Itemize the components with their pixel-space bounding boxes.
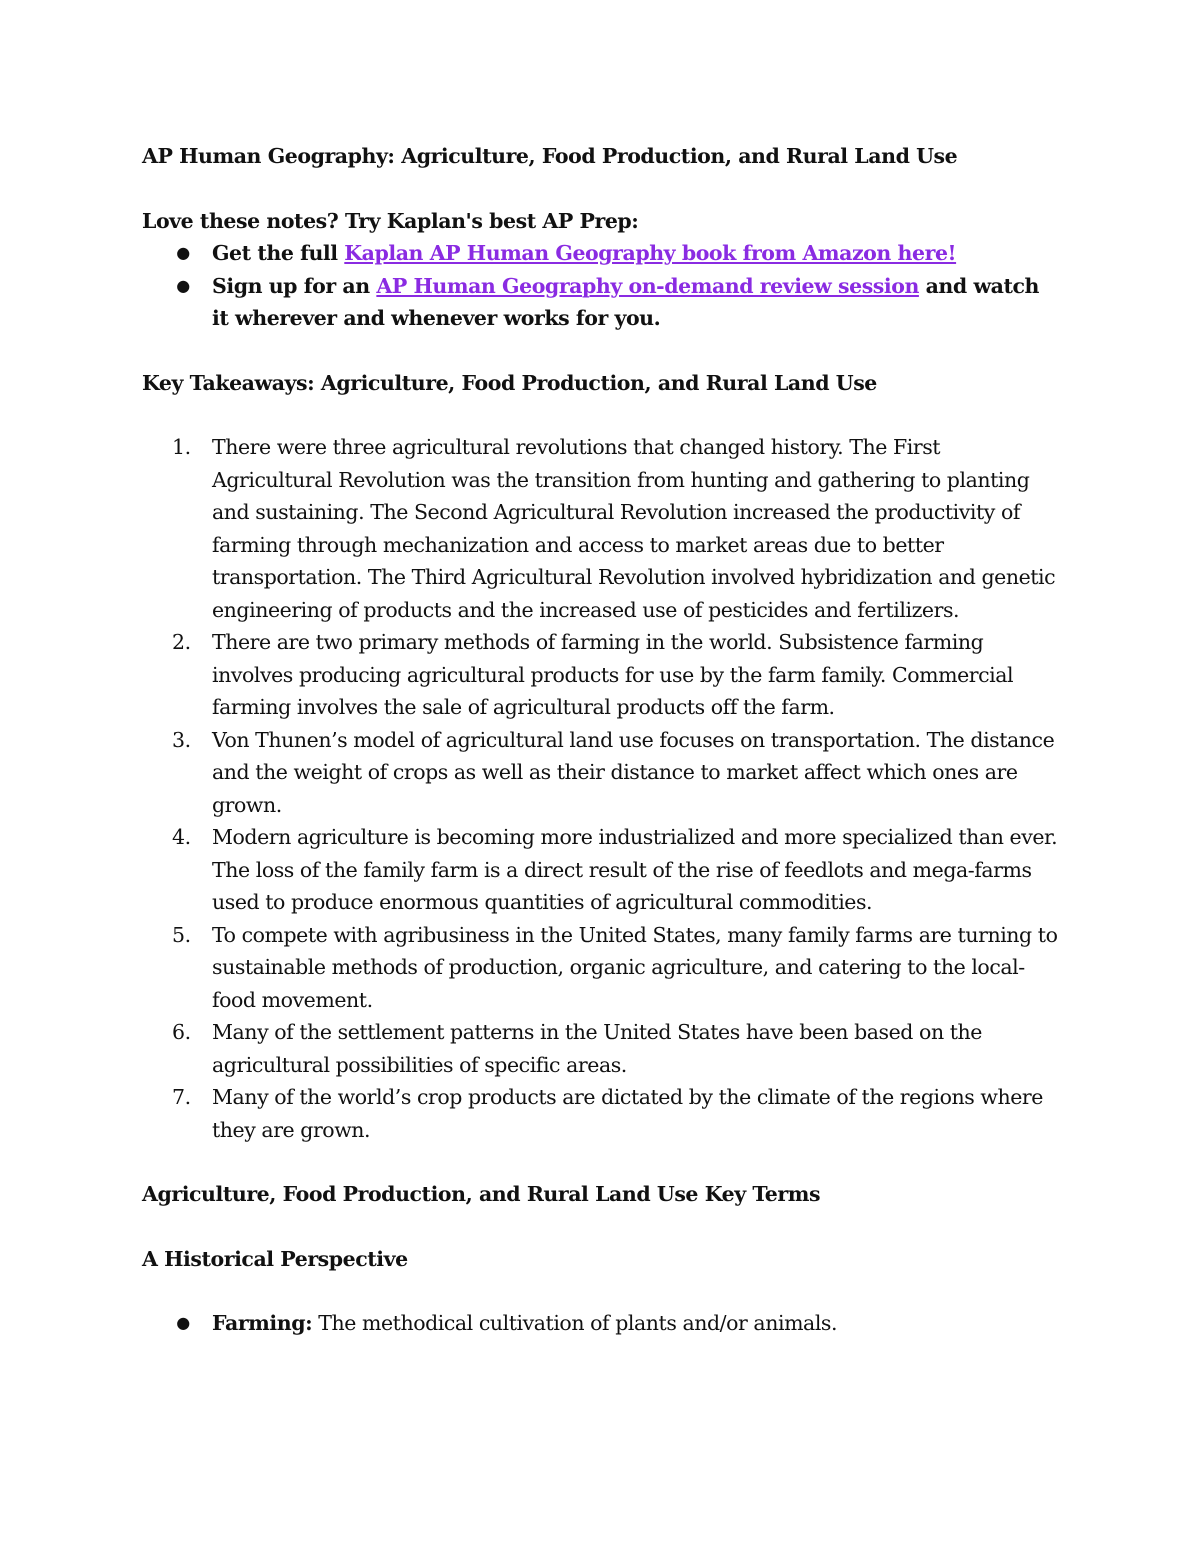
document-title: AP Human Geography: Agriculture, Food Production, and Rural Land Use [142,144,958,168]
takeaway-item [142,431,1062,626]
term-name: Farming: [212,1311,313,1335]
takeaways-list [142,431,1062,1146]
term-definition: The methodical cultivation of plants and/or animals. [312,1311,838,1335]
spacer [142,1275,1062,1307]
historical-heading: A Historical Perspective [142,1246,408,1271]
terms-list [142,1307,1062,1340]
spacer [142,173,1062,205]
takeaway-item [142,724,1062,822]
takeaway-item [142,1016,1062,1081]
promo-item-suffix: and watch it wherever and whenever works for you. [212,273,1039,330]
key-terms-heading: Agriculture, Food Production, and Rural Land Use Key Terms [142,1182,821,1206]
bullet-icon: ● [176,275,190,295]
promo-item-book [142,237,1062,270]
takeaways-heading: Key Takeaways: Agriculture, Food Production, and Rural Land Use [142,370,877,395]
document-page [142,140,1062,1340]
list-number: 1. [172,435,191,459]
takeaway-text: Modern agriculture is becoming more industrialized and more specialized than ever. The loss of the family farm is a direct result of the rise of feedlots and mega-farms used to produce enormous quantities of agricultural commodities. [212,825,1058,914]
promo-item-review [142,270,1062,335]
amazon-book-link[interactable]: Kaplan AP Human Geography book from Amazon here! [344,241,957,265]
promo-list [142,237,1062,335]
spacer [142,399,1062,431]
promo-item-prefix: Get the full [212,241,345,265]
review-session-link[interactable]: AP Human Geography on-demand review session [376,273,919,298]
list-number: 6. [172,1020,191,1044]
takeaway-text: Many of the settlement patterns in the United States have been based on the agricultural possibilities of specific areas. [212,1020,982,1077]
takeaway-text: There are two primary methods of farming in the world. Subsistence farming involves producing agricultural products for use by the farm family. Commercial farming involves the sale of agricultural products off the farm. [212,630,1014,719]
takeaway-item [142,919,1062,1017]
bullet-icon: ● [176,1313,190,1332]
takeaway-text: Many of the world’s crop products are dictated by the climate of the regions where they are grown. [212,1085,1043,1142]
list-number: 2. [172,630,191,654]
promo-heading: Love these notes? Try Kaplan's best AP Prep: [142,208,639,233]
list-number: 4. [172,825,191,849]
spacer [142,1211,1062,1243]
takeaway-item [142,1081,1062,1146]
list-number: 7. [172,1085,191,1109]
takeaway-text: To compete with agribusiness in the United States, many family farms are turning to sustainable methods of production, organic agriculture, and catering to the local-food movement. [212,922,1058,1012]
takeaway-text: There were three agricultural revolutions that changed history. The First Agricultural Revolution was the transition from hunting and gathering to planting and sustaining. The Second Agricultural Revolution increased the productivity of farming through mechanization and access to market areas due to better transportation. The Third Agricultural Revolution involved hybridization and genetic engineering of products and the increased use of pesticides and fertilizers. [212,435,1056,622]
list-number: 5. [172,922,191,947]
bullet-icon: ● [176,243,190,262]
list-number: 3. [172,727,191,752]
takeaway-item [142,821,1062,919]
term-item [142,1307,1062,1340]
takeaway-text: Von Thunen’s model of agricultural land use focuses on transportation. The distance and the weight of crops as well as their distance to market affect which ones are grown. [212,727,1055,817]
spacer [142,1146,1062,1178]
promo-item-prefix: Sign up for an [212,273,377,298]
takeaway-item [142,626,1062,724]
spacer [142,335,1062,367]
